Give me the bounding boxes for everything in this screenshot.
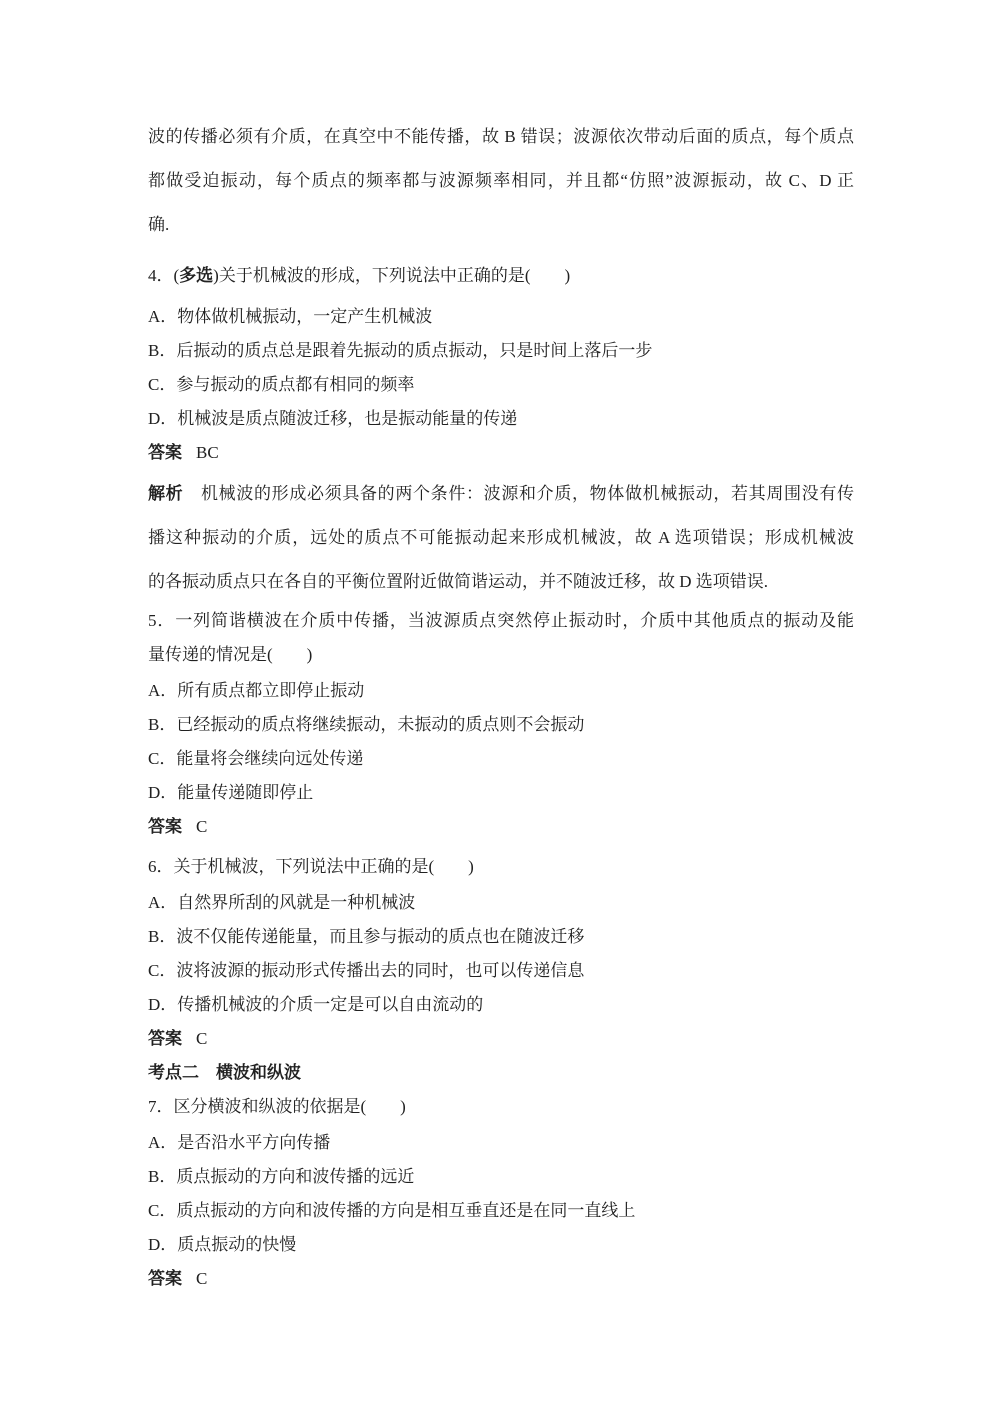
option-line xyxy=(148,674,854,708)
answer-value: BC xyxy=(196,443,219,462)
text-segment: D．能量传递随即停止 xyxy=(148,783,314,802)
text-segment: B．已经振动的质点将继续振动，未振动的质点则不会振动 xyxy=(148,715,585,734)
text-segment: 7．区分横波和纵波的依据是( ) xyxy=(148,1097,406,1116)
analysis-question-4 xyxy=(148,472,854,604)
text-segment: A．自然界所刮的风就是一种机械波 xyxy=(148,893,416,912)
answer-line xyxy=(148,1022,854,1056)
text-segment: D．传播机械波的介质一定是可以自由流动的 xyxy=(148,995,484,1014)
question-4 xyxy=(148,259,854,470)
text-segment: A．所有质点都立即停止振动 xyxy=(148,681,365,700)
text-segment: C．质点振动的方向和波传播的方向是相互垂直还是在同一直线上 xyxy=(148,1201,636,1220)
text-segment: 的各振动质点只在各自的平衡位置附近做简谐运动，并不随波迁移，故 D 选项错误. xyxy=(148,572,769,591)
answer-value: C xyxy=(196,1269,208,1288)
explanation-continued-paragraph xyxy=(148,115,854,247)
option-line xyxy=(148,708,854,742)
text-segment: 量传递的情况是( ) xyxy=(148,645,313,664)
option-line xyxy=(148,988,854,1022)
option-line xyxy=(148,776,854,810)
text-line xyxy=(148,560,854,604)
question-line xyxy=(148,259,854,293)
answer-label: 答案 xyxy=(148,817,182,836)
text-segment: 都做受迫振动，每个质点的频率都与波源频率相同，并且都“仿照”波源振动，故 C、D 正 xyxy=(148,171,854,190)
text-line xyxy=(148,115,854,159)
answer-label: 答案 xyxy=(148,1029,182,1048)
question-7 xyxy=(148,1090,854,1296)
option-line xyxy=(148,886,854,920)
answer-label: 答案 xyxy=(148,443,182,462)
question-line xyxy=(148,638,854,672)
text-segment: C．波将波源的振动形式传播出去的同时，也可以传递信息 xyxy=(148,961,585,980)
options-list xyxy=(148,886,854,1022)
text-segment: )关于机械波的形成，下列说法中正确的是( ) xyxy=(213,266,571,285)
option-line xyxy=(148,920,854,954)
text-segment: 确. xyxy=(148,215,170,234)
options-list xyxy=(148,300,854,436)
answer-line xyxy=(148,436,854,470)
answer-value: C xyxy=(196,817,208,836)
option-line xyxy=(148,954,854,988)
text-segment: D．质点振动的快慢 xyxy=(148,1235,297,1254)
section-heading-kaodian-2 xyxy=(148,1056,854,1090)
bold-text-segment: 多选 xyxy=(179,266,214,285)
question-line xyxy=(148,1090,854,1124)
text-line xyxy=(148,159,854,203)
answer-line xyxy=(148,1262,854,1296)
question-line xyxy=(148,604,854,638)
text-segment: 机械波的形成必须具备的两个条件：波源和介质，物体做机械振动，若其周围没有传 xyxy=(183,484,854,503)
text-segment: 播这种振动的介质，远处的质点不可能振动起来形成机械波，故 A 选项错误；形成机械波 xyxy=(148,528,854,547)
text-line xyxy=(148,203,854,247)
question-line xyxy=(148,850,854,884)
bold-text-segment: 解析 xyxy=(148,484,184,503)
options-list xyxy=(148,1126,854,1262)
text-segment: 波的传播必须有介质，在真空中不能传播，故 B 错误；波源依次带动后面的质点，每个质点 xyxy=(148,127,854,146)
text-segment: 5．一列简谐横波在介质中传播，当波源质点突然停止振动时，介质中其他质点的振动及能 xyxy=(148,611,854,630)
text-line xyxy=(148,516,854,560)
answer-label: 答案 xyxy=(148,1269,182,1288)
option-line xyxy=(148,300,854,334)
option-line xyxy=(148,1228,854,1262)
option-line xyxy=(148,334,854,368)
option-line xyxy=(148,368,854,402)
document-content xyxy=(148,0,854,1296)
option-line xyxy=(148,1160,854,1194)
option-line xyxy=(148,402,854,436)
section-heading xyxy=(148,1056,854,1090)
option-line xyxy=(148,1194,854,1228)
answer-value: C xyxy=(196,1029,208,1048)
text-segment: C．参与振动的质点都有相同的频率 xyxy=(148,375,415,394)
text-segment: B．波不仅能传递能量，而且参与振动的质点也在随波迁移 xyxy=(148,927,585,946)
text-segment: A．物体做机械振动，一定产生机械波 xyxy=(148,307,433,326)
option-line xyxy=(148,1126,854,1160)
options-list xyxy=(148,674,854,810)
option-line xyxy=(148,742,854,776)
text-line xyxy=(148,472,854,516)
text-segment: A．是否沿水平方向传播 xyxy=(148,1133,331,1152)
text-segment: 4．( xyxy=(148,266,180,285)
question-6 xyxy=(148,850,854,1056)
text-segment: B．质点振动的方向和波传播的远近 xyxy=(148,1167,415,1186)
question-5 xyxy=(148,604,854,844)
answer-line xyxy=(148,810,854,844)
bold-text-segment: 考点二 横波和纵波 xyxy=(148,1063,301,1082)
text-segment: C．能量将会继续向远处传递 xyxy=(148,749,364,768)
text-segment: D．机械波是质点随波迁移，也是振动能量的传递 xyxy=(148,409,518,428)
text-segment: 6．关于机械波，下列说法中正确的是( ) xyxy=(148,857,474,876)
text-segment: B．后振动的质点总是跟着先振动的质点振动，只是时间上落后一步 xyxy=(148,341,653,360)
